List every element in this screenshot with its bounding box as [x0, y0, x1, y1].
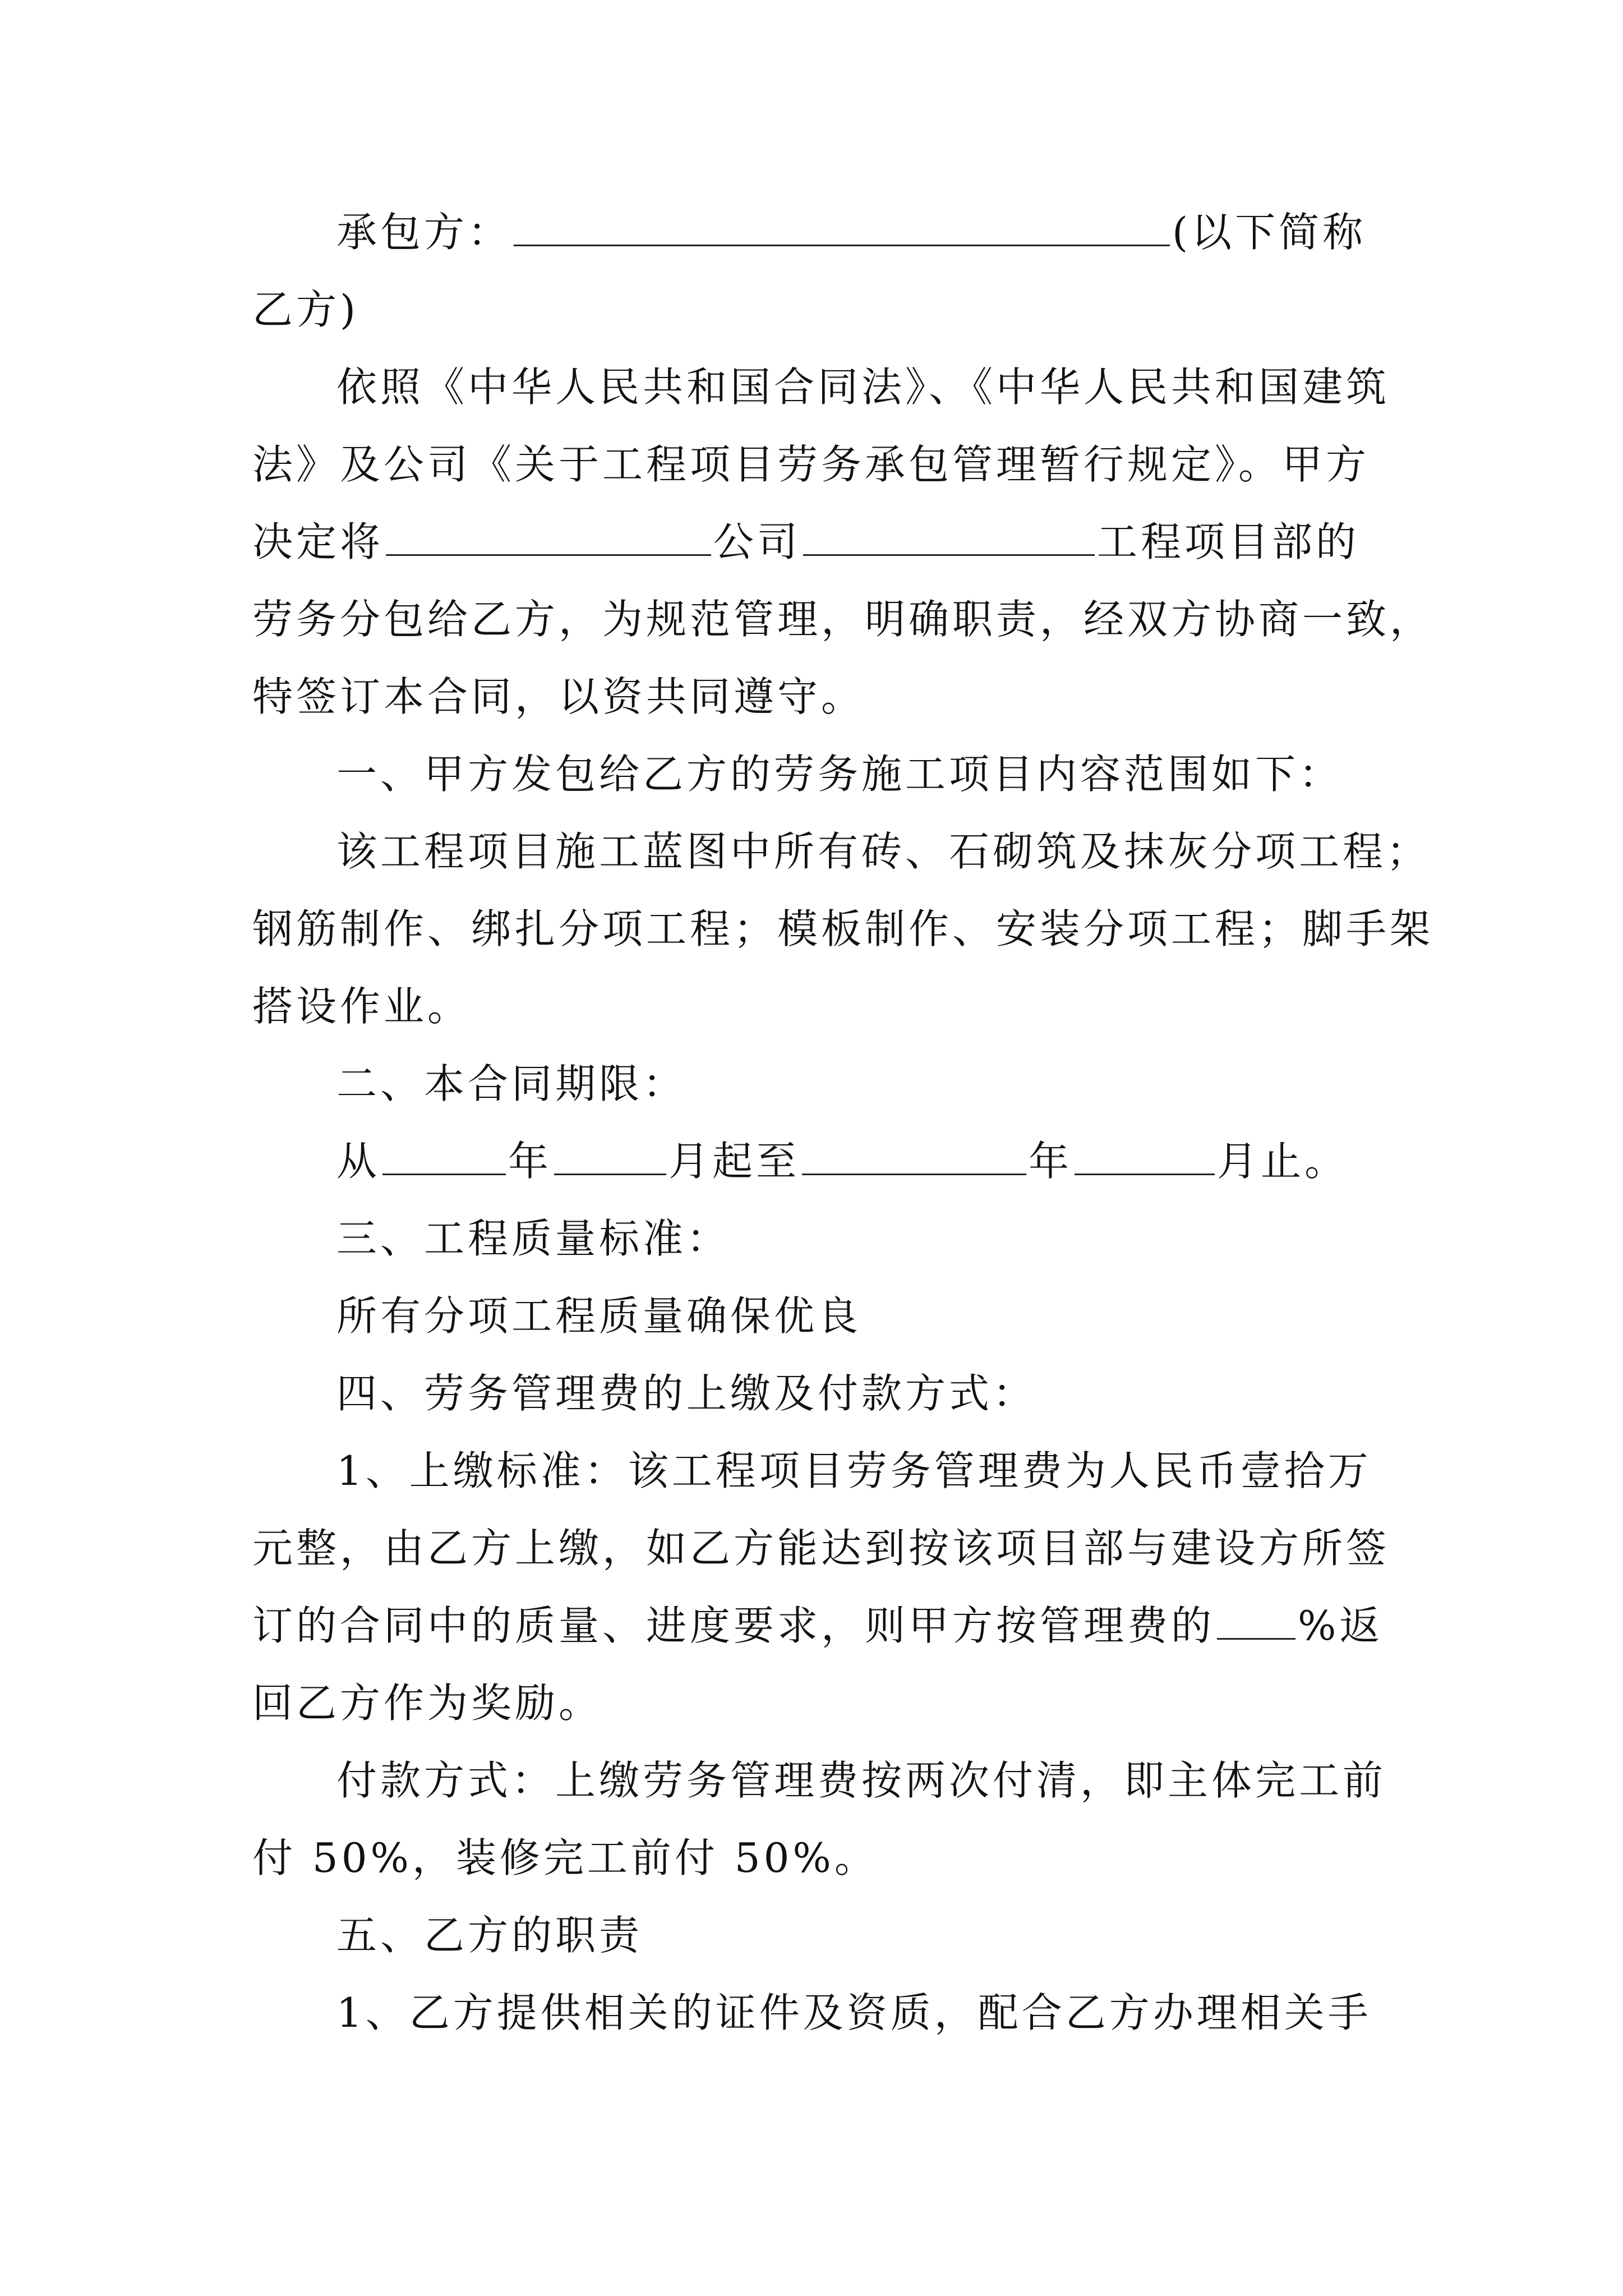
company-label: 公司 [713, 518, 801, 565]
assignment-line [252, 503, 1374, 581]
term-year-2: 年 [1029, 1138, 1073, 1185]
paragraph-line: 法》及公司《关于工程项目劳务承包管理暂行规定》。甲方 [252, 441, 1370, 488]
paragraph-line: 钢筋制作、绑扎分项工程；模板制作、安装分项工程；脚手架 [252, 905, 1434, 953]
paragraph-line: 付款方式：上缴劳务管理费按两次付清，即主体完工前 [336, 1757, 1387, 1804]
paragraph-line: 特签订本合同，以资共同遵守。 [252, 673, 865, 720]
project-blank [803, 515, 1095, 556]
percent-blank [1217, 1599, 1295, 1640]
contractor-line [252, 194, 1374, 271]
paragraph-line: 1、上缴标准：该工程项目劳务管理费为人民币壹拾万 [336, 1447, 1372, 1494]
paragraph-line: 依照《中华人民共和国合同法》、《中华人民共和国建筑 [336, 364, 1390, 411]
end-month-blank [1075, 1134, 1215, 1175]
section-heading: 三、工程质量标准： [336, 1215, 731, 1262]
reward-text: 订的合同中的质量、进度要求，则甲方按管理费的 [252, 1602, 1215, 1649]
term-year: 年 [508, 1138, 552, 1185]
term-from: 从 [336, 1138, 381, 1185]
section-heading: 五、乙方的职责 [336, 1912, 643, 1959]
section-heading: 一、甲方发包给乙方的劳务施工项目内容范围如下： [336, 751, 1343, 798]
paragraph-line: 乙方) [252, 286, 359, 333]
assign-label: 决定将 [252, 518, 384, 565]
section-heading: 二、本合同期限： [336, 1060, 687, 1107]
term-end: 月止。 [1217, 1138, 1349, 1185]
paragraph-line: 搭设作业。 [252, 983, 472, 1030]
paragraph-line: 元整，由乙方上缴，如乙方能达到按该项目部与建设方所签 [252, 1525, 1390, 1572]
end-year-blank [802, 1134, 1026, 1175]
company-blank [386, 515, 711, 556]
paragraph-line: 所有分项工程质量确保优良 [336, 1292, 862, 1340]
term-to: 月起至 [668, 1138, 800, 1185]
paragraph-line: 付 50%，装修完工前付 50%。 [252, 1834, 878, 1881]
reward-line [252, 1587, 1384, 1664]
paragraph-line: 劳务分包给乙方，为规范管理，明确职责，经双方协商一致， [252, 596, 1434, 643]
project-label: 工程项目部的 [1097, 518, 1360, 565]
section-heading: 四、劳务管理费的上缴及付款方式： [336, 1370, 1037, 1417]
contractor-abbrev: (以下简称 [1172, 209, 1367, 256]
start-year-blank [382, 1134, 506, 1175]
term-line [252, 1122, 1374, 1200]
paragraph-line: 回乙方作为奖励。 [252, 1680, 603, 1727]
paragraph-line: 该工程项目施工蓝图中所有砖、石砌筑及抹灰分项工程； [336, 828, 1431, 875]
contractor-label: 承包方： [336, 209, 512, 256]
contract-body [252, 194, 1434, 2051]
paragraph-line: 1、乙方提供相关的证件及资质，配合乙方办理相关手 [336, 1989, 1372, 2036]
start-month-blank [554, 1134, 666, 1175]
percent-label: %返 [1298, 1602, 1384, 1649]
contractor-blank [514, 205, 1170, 246]
